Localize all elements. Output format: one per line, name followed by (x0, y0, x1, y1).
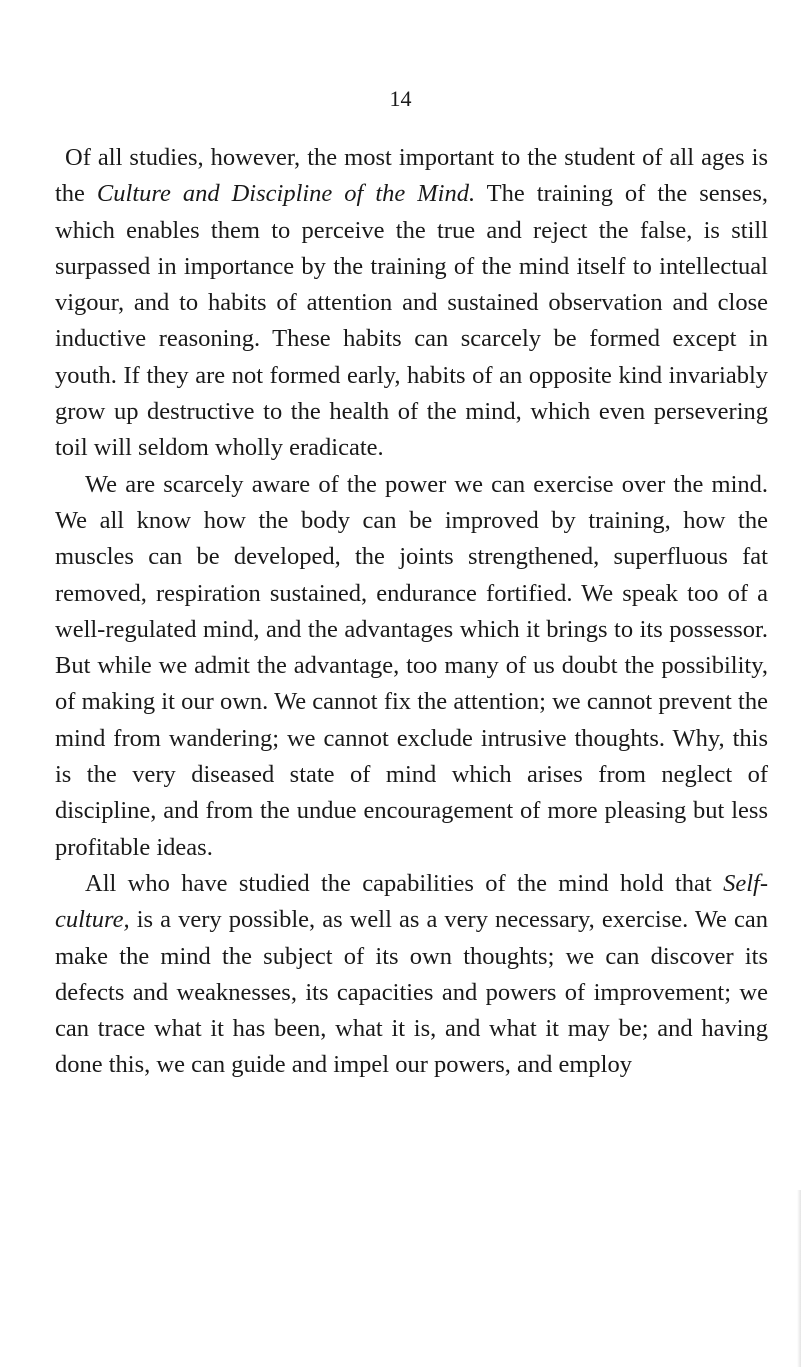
text-run: We are scarcely aware of the power we can exercise over the mind. We all know how the body can be improved by training, how the muscles can be developed, the joints strengthened, superfluous fat removed, respiration sustained, endurance fortified. We speak too of a well-regulated mind, and the advantages which it brings to its possessor. But while we admit the advantage, too many of us doubt the possibility, of making it our own. We cannot fix the attention; we cannot prevent the mind from wandering; we cannot exclude intrusive thoughts. Why, this is the very diseased state of mind which arises from neglect of discipline, and from the undue encouragement of more pleasing but less profitable ideas. (55, 470, 768, 861)
text-run: All who have studied the capabilities of the mind hold that (85, 869, 724, 897)
text-run: Of all studies, however, the most important to the student of all ages is the (55, 144, 768, 208)
text-run: is a very possible, as well as a very necessary, exercise. We can make the mind the subject of its own thoughts; we can discover its defects and weaknesses, its capacities and powers of improvement; we can trace what it has been, what it is, and what it may be; and having done this, we can guide and impel our powers, and employ (55, 906, 768, 1079)
page-edge-shadow (797, 1190, 801, 1367)
italic-title-culture-discipline: Culture and Discipline of the Mind. (96, 180, 476, 208)
text-run: The training of the senses, which enables them to perceive the true and reject the false, is still surpassed in importance by the training of the mind itself to intellectual vigour, and to habits of attention and sustained observation and close inductive reasoning. These habits can scarcely be formed except in youth. If they are not formed early, habits of an opposite kind invariably grow up destructive to the health of the mind, which even persevering toil will seldom wholly eradicate. (55, 180, 768, 462)
paragraph-self-culture (55, 866, 768, 1084)
italic-term-self-culture: Self-culture, (55, 869, 768, 934)
paragraph-culture-of-mind (55, 140, 768, 467)
paragraph-power-over-mind (55, 467, 768, 866)
page-number: 14 (389, 86, 412, 111)
body-text (55, 140, 768, 1084)
